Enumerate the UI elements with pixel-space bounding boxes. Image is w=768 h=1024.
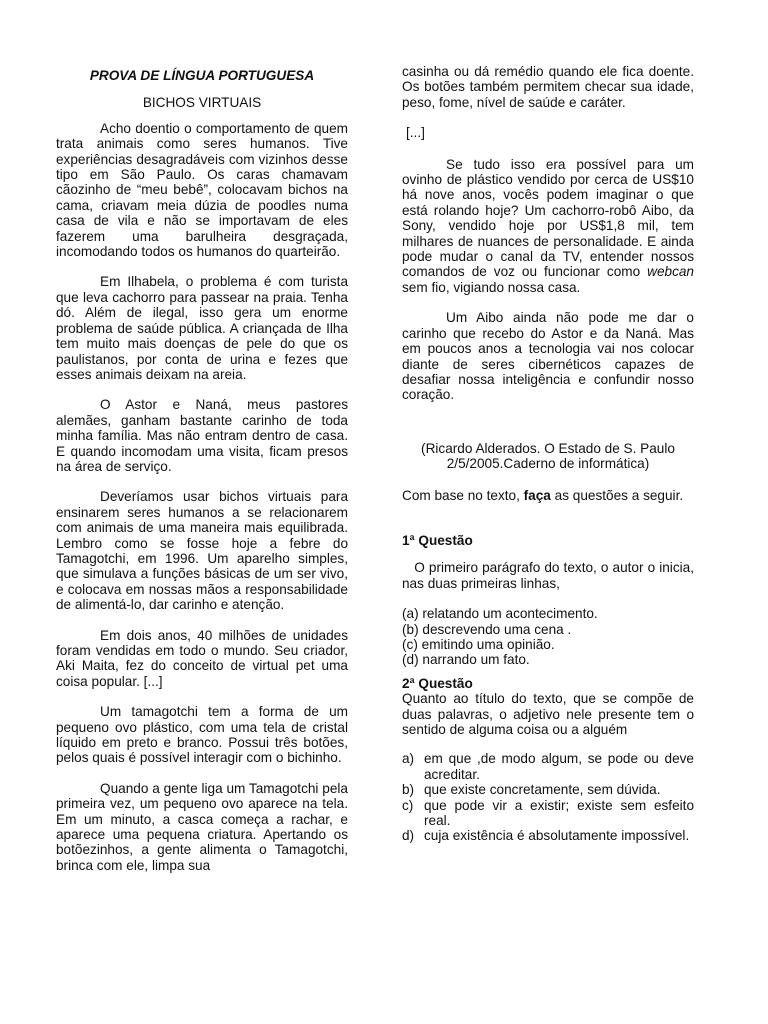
omission-mark: [...] <box>406 125 425 141</box>
instruction-keyword: faça <box>523 487 551 503</box>
paragraph: Em Ilhabela, o problema é com turista que leva cachorro para passear na praia. Tenha dó. Além de ilegal, isso gera um enorme problema de saúde pública. A criançada de Ilha tem muito mais doenças de pele do que os paulistanos, por conta de urina e fezes que esses animais deixam na areia. <box>56 274 348 382</box>
paragraph: Deveríamos usar bichos virtuais para ensinarem seres humanos a se relacionarem com animais de uma maneira mais equilibrada. Lembro como se fosse hoje a febre do Tamagotchi, em 1996. Um aparelho simples, que simulava a funções básicas de um ser vivo, e colocava em nossas mãos a responsabilidade de alimentá-lo, dar carinho e atenção. <box>56 489 348 613</box>
option <box>402 798 694 829</box>
question-2-heading: 2ª Questão <box>402 675 473 691</box>
option-label: c) <box>402 797 414 813</box>
paragraph-text: sem fio, vigiando nossa casa. <box>402 279 581 295</box>
paragraph: Um Aibo ainda não pode me dar o carinho que recebo do Astor e da Naná. Mas em poucos anos a tecnologia vai nos colocar diante de seres cibernéticos capazes de desafiar nossa inteligência e confundir nosso coração. <box>402 310 694 403</box>
question-1-text <box>402 560 694 591</box>
option <box>402 751 694 782</box>
option-text: em que ,de modo algum, se pode ou deve acreditar. <box>424 751 694 782</box>
instruction <box>402 488 694 503</box>
paragraph: O Astor e Naná, meus pastores alemães, ganham bastante carinho de toda minha família. Mas não entram dentro de casa. E quando incomodam uma visita, ficam presos na área de serviço. <box>56 397 348 474</box>
instruction-text: Com base no texto, <box>402 487 524 503</box>
option-label: d) <box>402 828 415 844</box>
question-2-text: Quanto ao título do texto, que se compõe de duas palavras, o adjetivo nele presente tem o sentido de alguma coisa ou a alguém <box>402 691 694 737</box>
paragraph-continuation: casinha ou dá remédio quando ele fica doente. Os botões também permitem checar sua idade, peso, fome, nível de saúde e caráter. <box>402 64 694 110</box>
option <box>402 782 694 797</box>
option: (a) relatando um acontecimento. <box>402 606 598 622</box>
option: (c) emitindo uma opinião. <box>402 636 555 652</box>
paragraph: Acho doentio o comportamento de quem trata animais como seres humanos. Tive experiências desagradáveis com vizinhos desse tipo em São Paulo. Os caras chamavam cãozinho de “meu bebê”, colocavam bichos na cama, criavam meia dúzia de poodles numa casa de vila e não se importavam de eles fazerem uma barulheira desgraçada, incomodando todos os humanos do quarteirão. <box>56 120 348 260</box>
right-column <box>402 64 694 844</box>
option-label: a) <box>402 751 415 767</box>
instruction-text: as questões a seguir. <box>550 487 684 503</box>
paragraph: Em dois anos, 40 milhões de unidades foram vendidas em todo o mundo. Seu criador, Aki Maita, fez do conceito de virtual pet uma coisa popular. [...] <box>56 627 348 689</box>
option: (d) narrando um fato. <box>402 652 530 668</box>
option: (b) descrevendo uma cena . <box>402 621 572 637</box>
source-citation: (Ricardo Alderados. O Estado de S. Paulo 2/5/2005.Caderno de informática) <box>421 440 675 472</box>
question-1-options <box>402 606 694 668</box>
exam-title: PROVA DE LÍNGUA PORTUGUESA <box>89 68 315 83</box>
paragraph: Um tamagotchi tem a forma de um pequeno ovo plástico, com uma tela de cristal líquido em preto e branco. Possui três botões, pelos quais é possível interagir com o bichinho. <box>56 704 348 766</box>
question-1-statement: O primeiro parágrafo do texto, o autor o inicia, nas duas primeiras linhas, <box>402 560 694 591</box>
question-1-heading: 1ª Questão <box>402 532 473 548</box>
option-label: b) <box>402 782 415 798</box>
paragraph: Quando a gente liga um Tamagotchi pela primeira vez, um pequeno ovo aparece na tela. Em um minuto, a casca começa a rachar, e aparece uma pequena criatura. Apertando os botõezinhos, a gente alimenta o Tamagotchi, brinca com ele, limpa sua <box>56 780 348 873</box>
option <box>402 828 694 843</box>
paragraph-text: Se tudo isso era possível para um ovinho de plástico vendido por cerca de US$10 há nove anos, vocês podem imaginar o que está rolando hoje? Um cachorro-robô Aibo, da Sony, vendido hoje por US$1,8 mil, tem milhares de nuances de personalidade. E ainda pode mudar o canal da TV, entender nossos comandos de voz ou funcionar como <box>402 156 694 280</box>
article-title: BICHOS VIRTUAIS <box>142 95 262 111</box>
option-text: que existe concretamente, sem dúvida. <box>424 782 661 798</box>
question-2-options <box>402 751 694 843</box>
italic-term: webcan <box>647 264 694 280</box>
paragraph <box>402 157 694 296</box>
option-text: que pode vir a existir; existe sem esfeito real. <box>424 797 694 829</box>
left-column <box>56 64 348 888</box>
option-text: cuja existência é absolutamente impossível. <box>424 828 690 844</box>
